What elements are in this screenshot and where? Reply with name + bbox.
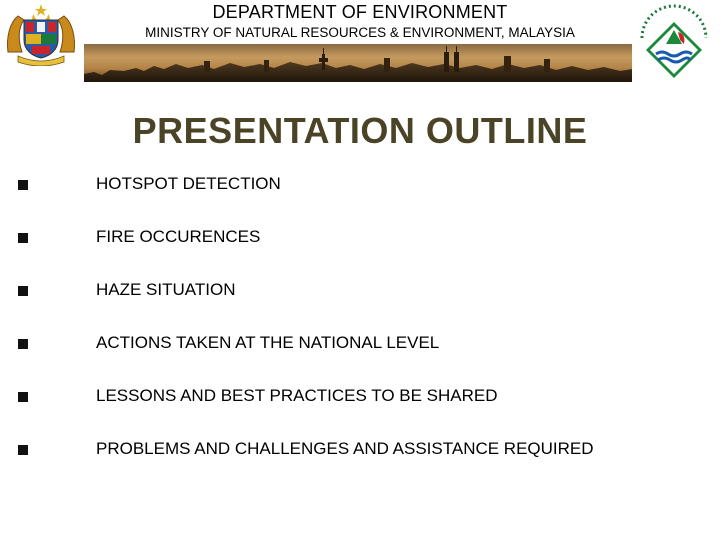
bullet-square-icon — [18, 233, 28, 243]
page-title: PRESENTATION OUTLINE — [132, 110, 588, 151]
bullet-square-icon — [18, 180, 28, 190]
list-item-label: FIRE OCCURENCES — [96, 227, 261, 246]
list-item — [0, 172, 720, 202]
list-item — [0, 384, 720, 414]
list-item-label: PROBLEMS AND CHALLENGES AND ASSISTANCE REQUIRED — [96, 439, 594, 458]
bullet-square-icon — [18, 286, 28, 296]
ministry-name: MINISTRY OF NATURAL RESOURCES & ENVIRONMENT, MALAYSIA — [145, 25, 575, 40]
list-item — [0, 437, 720, 467]
department-of-environment-logo-icon — [634, 4, 714, 80]
list-item-label: HAZE SITUATION — [96, 280, 236, 299]
list-item — [0, 278, 720, 308]
list-item — [0, 331, 720, 361]
department-name: DEPARTMENT OF ENVIRONMENT — [212, 2, 508, 22]
list-item-label: LESSONS AND BEST PRACTICES TO BE SHARED — [96, 386, 498, 405]
list-item-label: HOTSPOT DETECTION — [96, 174, 281, 193]
list-item-label: ACTIONS TAKEN AT THE NATIONAL LEVEL — [96, 333, 440, 352]
bullet-square-icon — [18, 339, 28, 349]
city-skyline-banner — [84, 44, 632, 82]
list-item — [0, 225, 720, 255]
bullet-square-icon — [18, 445, 28, 455]
bullet-square-icon — [18, 392, 28, 402]
